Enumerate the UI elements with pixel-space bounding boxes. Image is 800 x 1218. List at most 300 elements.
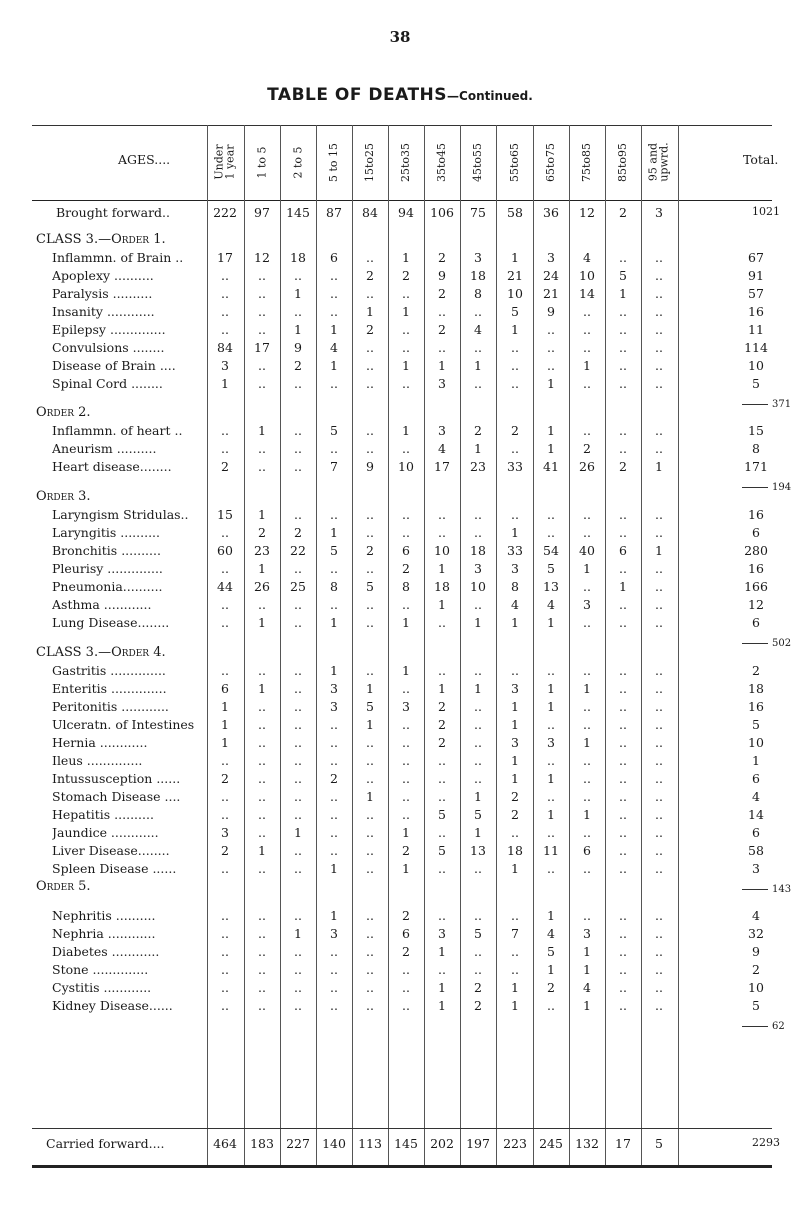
table-cell: 5: [438, 843, 446, 858]
table-cell: ..: [511, 340, 519, 355]
table-cell: 2: [221, 771, 229, 786]
column-header: [214, 127, 236, 197]
table-cell: 1: [366, 717, 374, 732]
table-cell: ..: [583, 663, 591, 678]
table-cell: ..: [294, 423, 302, 438]
table-cell: 1: [221, 735, 229, 750]
table-cell: 1: [330, 861, 338, 876]
table-cell: 2: [366, 322, 374, 337]
table-cell: ..: [258, 322, 266, 337]
table-cell: ..: [438, 525, 446, 540]
row-label: Heart disease........: [52, 459, 172, 474]
table-cell: ..: [583, 322, 591, 337]
table-cell: ..: [258, 753, 266, 768]
table-cell: ..: [474, 908, 482, 923]
table-cell: ..: [258, 807, 266, 822]
table-cell: ..: [655, 998, 663, 1013]
table-cell: ..: [619, 681, 627, 696]
table-cell: ..: [438, 908, 446, 923]
subtotal-rule: [742, 1026, 768, 1027]
table-cell: ..: [221, 944, 229, 959]
table-cell: ..: [221, 962, 229, 977]
table-cell: ..: [438, 962, 446, 977]
table-cell: ..: [402, 286, 410, 301]
table-cell: ..: [547, 358, 555, 373]
table-cell: 3: [330, 681, 338, 696]
table-cell: ..: [619, 998, 627, 1013]
table-cell: 2: [438, 322, 446, 337]
column-header: [287, 127, 309, 197]
table-cell: ..: [366, 286, 374, 301]
carried-forward-top-rule: [32, 1128, 772, 1129]
table-cell: 2: [294, 358, 302, 373]
table-cell: 2: [221, 843, 229, 858]
table-cell: 1: [474, 441, 482, 456]
table-cell: 1: [402, 304, 410, 319]
table-row: [0, 525, 800, 542]
row-label: Apoplexy ..........: [52, 268, 154, 283]
row-label: Pleurisy ..............: [52, 561, 163, 576]
table-cell: 7: [330, 459, 338, 474]
table-cell: ..: [474, 663, 482, 678]
table-cell: ..: [583, 699, 591, 714]
column-header: [540, 127, 562, 197]
row-label: Diabetes ............: [52, 944, 160, 959]
table-cell: ..: [474, 735, 482, 750]
column-header-text: 45to55: [471, 142, 485, 182]
table-cell: ..: [221, 753, 229, 768]
table-cell: ..: [655, 926, 663, 941]
table-row: [0, 699, 800, 716]
table-cell: ..: [221, 807, 229, 822]
table-cell: ..: [366, 358, 374, 373]
section-header-row: [0, 645, 800, 662]
table-cell: 18: [470, 543, 486, 558]
table-cell: ..: [258, 944, 266, 959]
table-cell: 2: [619, 205, 627, 220]
table-cell: ..: [583, 861, 591, 876]
table-cell: ..: [619, 807, 627, 822]
table-cell: 11: [543, 843, 559, 858]
table-cell: ..: [655, 843, 663, 858]
table-cell: ..: [258, 268, 266, 283]
table-cell: 1: [547, 615, 555, 630]
table-cell: 1: [511, 250, 519, 265]
table-cell: ..: [402, 340, 410, 355]
row-label: Stone ..............: [52, 962, 149, 977]
table-row: [0, 615, 800, 632]
table-cell: ..: [366, 441, 374, 456]
row-total: 171: [744, 459, 768, 474]
table-cell: 1: [438, 597, 446, 612]
table-row: [0, 358, 800, 375]
table-cell: 9: [366, 459, 374, 474]
table-cell: ..: [583, 304, 591, 319]
table-cell: ..: [547, 753, 555, 768]
table-row: [0, 205, 800, 222]
table-cell: ..: [655, 980, 663, 995]
table-cell: 5: [330, 423, 338, 438]
table-cell: ..: [402, 597, 410, 612]
row-total: 2: [752, 962, 760, 977]
section-subtotal: 194: [772, 482, 792, 493]
row-total: 1021: [752, 205, 780, 218]
table-cell: ..: [438, 663, 446, 678]
table-cell: 3: [511, 681, 519, 696]
table-cell: ..: [258, 459, 266, 474]
table-cell: ..: [402, 525, 410, 540]
table-cell: 1: [402, 663, 410, 678]
table-cell: 17: [434, 459, 450, 474]
table-cell: 8: [474, 286, 482, 301]
table-cell: ..: [294, 268, 302, 283]
section-header-row: [0, 232, 800, 249]
table-cell: ..: [474, 861, 482, 876]
table-cell: ..: [438, 825, 446, 840]
table-cell: 21: [507, 268, 523, 283]
table-cell: 1: [547, 908, 555, 923]
table-cell: ..: [258, 861, 266, 876]
table-cell: 1: [402, 423, 410, 438]
table-cell: 6: [583, 843, 591, 858]
table-cell: ..: [619, 561, 627, 576]
table-cell: ..: [366, 908, 374, 923]
column-header-text: 75to85: [580, 142, 594, 182]
table-cell: ..: [402, 980, 410, 995]
row-total: 16: [748, 561, 764, 576]
section-subtotal: 502: [772, 638, 792, 649]
table-cell: 5: [366, 579, 374, 594]
table-cell: 2: [402, 908, 410, 923]
table-cell: 1: [511, 980, 519, 995]
table-cell: ..: [619, 789, 627, 804]
table-cell: ..: [258, 286, 266, 301]
row-total: 9: [752, 944, 760, 959]
table-cell: ..: [221, 908, 229, 923]
table-cell: 5: [366, 699, 374, 714]
table-cell: ..: [402, 807, 410, 822]
table-cell: ..: [366, 962, 374, 977]
table-cell: ..: [511, 908, 519, 923]
row-label: Liver Disease........: [52, 843, 170, 858]
table-row: [0, 543, 800, 560]
table-cell: ..: [330, 998, 338, 1013]
row-label: Convulsions ........: [52, 340, 165, 355]
row-label: Spleen Disease ......: [52, 861, 177, 876]
column-header-text: 15to25: [363, 142, 377, 182]
table-cell: ..: [511, 825, 519, 840]
table-cell: 3: [583, 597, 591, 612]
table-row: [0, 663, 800, 680]
section-header: Order 2.: [36, 405, 91, 420]
row-total: 10: [748, 735, 764, 750]
table-cell: 3: [474, 561, 482, 576]
table-cell: 3: [221, 825, 229, 840]
table-cell: ..: [330, 597, 338, 612]
table-cell: 94: [398, 205, 414, 220]
carried-forward-cell: 132: [575, 1136, 599, 1151]
table-title-main: TABLE OF DEATHS: [267, 85, 448, 105]
table-cell: ..: [366, 376, 374, 391]
table-cell: 5: [619, 268, 627, 283]
table-cell: 1: [511, 753, 519, 768]
table-cell: ..: [402, 753, 410, 768]
table-cell: ..: [258, 789, 266, 804]
section-subtotal: 62: [772, 1021, 785, 1032]
table-cell: ..: [330, 807, 338, 822]
table-cell: 2: [221, 459, 229, 474]
table-cell: 1: [258, 681, 266, 696]
table-cell: 1: [583, 944, 591, 959]
table-cell: ..: [511, 962, 519, 977]
table-cell: 10: [507, 286, 523, 301]
table-cell: 3: [474, 250, 482, 265]
table-cell: 1: [438, 980, 446, 995]
table-cell: 18: [470, 268, 486, 283]
row-label: Jaundice ............: [52, 825, 159, 840]
table-cell: ..: [655, 663, 663, 678]
row-total: 16: [748, 304, 764, 319]
carried-forward-cell: 245: [539, 1136, 563, 1151]
table-cell: 1: [547, 771, 555, 786]
row-label: Hepatitis ..........: [52, 807, 154, 822]
table-cell: 145: [286, 205, 310, 220]
table-cell: 1: [655, 543, 663, 558]
table-cell: ..: [330, 268, 338, 283]
table-cell: ..: [294, 376, 302, 391]
table-cell: 33: [507, 543, 523, 558]
table-cell: 1: [294, 926, 302, 941]
table-cell: ..: [655, 507, 663, 522]
row-total: 91: [748, 268, 764, 283]
table-cell: ..: [330, 753, 338, 768]
table-title-continued: —Continued.: [447, 89, 533, 103]
table-cell: ..: [583, 771, 591, 786]
table-cell: ..: [655, 962, 663, 977]
row-total: 5: [752, 998, 760, 1013]
table-cell: 1: [474, 825, 482, 840]
table-cell: 12: [579, 205, 595, 220]
table-cell: ..: [655, 699, 663, 714]
table-row: [0, 926, 800, 943]
table-cell: ..: [294, 980, 302, 995]
table-cell: 1: [547, 681, 555, 696]
table-cell: 1: [474, 681, 482, 696]
carried-forward-bottom-rule: [32, 1165, 772, 1168]
table-cell: 1: [474, 615, 482, 630]
table-cell: ..: [619, 525, 627, 540]
table-cell: 1: [366, 304, 374, 319]
column-header-text: 55to65: [508, 142, 522, 182]
column-header: [323, 127, 345, 197]
table-cell: ..: [330, 735, 338, 750]
table-cell: ..: [655, 771, 663, 786]
table-cell: 1: [330, 615, 338, 630]
table-cell: 2: [438, 735, 446, 750]
header-top-rule: [32, 125, 772, 126]
table-cell: ..: [294, 962, 302, 977]
table-cell: ..: [438, 771, 446, 786]
table-cell: ..: [583, 615, 591, 630]
table-cell: ..: [619, 735, 627, 750]
table-cell: 1: [221, 717, 229, 732]
table-cell: ..: [258, 376, 266, 391]
table-cell: 2: [511, 789, 519, 804]
table-cell: ..: [438, 615, 446, 630]
table-cell: 1: [474, 358, 482, 373]
carried-forward-row: [0, 1136, 800, 1153]
table-cell: ..: [402, 376, 410, 391]
table-cell: 41: [543, 459, 559, 474]
table-cell: 1: [402, 358, 410, 373]
table-cell: ..: [402, 681, 410, 696]
table-cell: 3: [438, 423, 446, 438]
table-cell: ..: [655, 717, 663, 732]
table-cell: ..: [258, 908, 266, 923]
table-cell: 14: [579, 286, 595, 301]
table-cell: ..: [547, 998, 555, 1013]
table-cell: ..: [474, 340, 482, 355]
table-title: [0, 85, 800, 105]
table-cell: 1: [366, 681, 374, 696]
table-cell: 1: [547, 423, 555, 438]
table-cell: ..: [583, 753, 591, 768]
table-cell: ..: [330, 980, 338, 995]
row-total: 2: [752, 663, 760, 678]
table-cell: 26: [579, 459, 595, 474]
table-cell: 97: [254, 205, 270, 220]
table-cell: ..: [294, 597, 302, 612]
table-cell: 1: [547, 441, 555, 456]
table-row: [0, 286, 800, 303]
table-row: [0, 322, 800, 339]
table-cell: 1: [438, 681, 446, 696]
table-cell: 84: [217, 340, 233, 355]
table-cell: ..: [366, 753, 374, 768]
table-cell: ..: [402, 771, 410, 786]
table-cell: ..: [294, 771, 302, 786]
table-cell: 1: [583, 681, 591, 696]
table-cell: ..: [619, 423, 627, 438]
carried-forward-cell: 145: [394, 1136, 418, 1151]
table-cell: ..: [221, 615, 229, 630]
table-cell: ..: [330, 376, 338, 391]
table-cell: 6: [402, 543, 410, 558]
row-total: 16: [748, 699, 764, 714]
table-cell: ..: [294, 615, 302, 630]
column-header-text: 85to95: [616, 142, 630, 182]
table-cell: ..: [655, 825, 663, 840]
row-total: 6: [752, 525, 760, 540]
table-cell: 1: [294, 286, 302, 301]
table-cell: ..: [655, 944, 663, 959]
table-cell: 1: [511, 699, 519, 714]
table-cell: 1: [619, 579, 627, 594]
table-cell: 15: [217, 507, 233, 522]
table-cell: ..: [366, 507, 374, 522]
row-total: 1: [752, 753, 760, 768]
row-label: Ulceratn. of Intestines: [52, 717, 195, 732]
table-cell: 1: [511, 998, 519, 1013]
row-total: 6: [752, 771, 760, 786]
row-total: 67: [748, 250, 764, 265]
table-cell: ..: [294, 998, 302, 1013]
table-cell: ..: [294, 843, 302, 858]
table-cell: 8: [402, 579, 410, 594]
table-cell: 54: [543, 543, 559, 558]
table-cell: ..: [438, 340, 446, 355]
table-cell: 18: [290, 250, 306, 265]
table-cell: ..: [655, 250, 663, 265]
row-label: Cystitis ............: [52, 980, 152, 995]
table-cell: ..: [366, 561, 374, 576]
table-cell: ..: [221, 663, 229, 678]
table-cell: ..: [330, 717, 338, 732]
row-total: 14: [748, 807, 764, 822]
table-cell: ..: [221, 597, 229, 612]
table-cell: ..: [583, 376, 591, 391]
table-cell: 6: [221, 681, 229, 696]
row-total: 6: [752, 825, 760, 840]
table-cell: ..: [366, 825, 374, 840]
table-cell: 3: [547, 250, 555, 265]
table-cell: 9: [294, 340, 302, 355]
table-cell: 1: [583, 807, 591, 822]
table-cell: 3: [438, 376, 446, 391]
carried-forward-cell: 5: [655, 1136, 663, 1151]
table-cell: 2: [547, 980, 555, 995]
table-row: [0, 998, 800, 1015]
table-cell: 2: [258, 525, 266, 540]
section-header: Order 3.: [36, 489, 91, 504]
table-cell: 17: [217, 250, 233, 265]
table-cell: ..: [655, 268, 663, 283]
ages-header: AGES....: [118, 152, 171, 167]
table-cell: ..: [402, 507, 410, 522]
table-cell: ..: [366, 944, 374, 959]
table-cell: ..: [619, 980, 627, 995]
table-cell: 1: [221, 699, 229, 714]
table-cell: ..: [258, 962, 266, 977]
table-cell: 1: [511, 861, 519, 876]
table-cell: ..: [655, 753, 663, 768]
table-cell: 3: [583, 926, 591, 941]
table-cell: 2: [402, 843, 410, 858]
table-row: [0, 843, 800, 860]
table-cell: ..: [294, 944, 302, 959]
table-cell: 87: [326, 205, 342, 220]
table-row: [0, 441, 800, 458]
table-cell: 2: [511, 423, 519, 438]
subtotal-rule: [742, 487, 768, 488]
table-cell: ..: [330, 286, 338, 301]
table-cell: ..: [221, 268, 229, 283]
section-header-row: [0, 489, 800, 506]
table-cell: 2: [474, 980, 482, 995]
table-cell: ..: [619, 926, 627, 941]
table-cell: 1: [258, 423, 266, 438]
column-header: [467, 127, 489, 197]
table-cell: 2: [402, 561, 410, 576]
table-cell: ..: [547, 340, 555, 355]
table-cell: ..: [655, 615, 663, 630]
table-cell: ..: [547, 322, 555, 337]
row-total: 3: [752, 861, 760, 876]
table-cell: ..: [366, 597, 374, 612]
table-cell: ..: [655, 525, 663, 540]
table-cell: ..: [619, 753, 627, 768]
table-cell: 8: [330, 579, 338, 594]
